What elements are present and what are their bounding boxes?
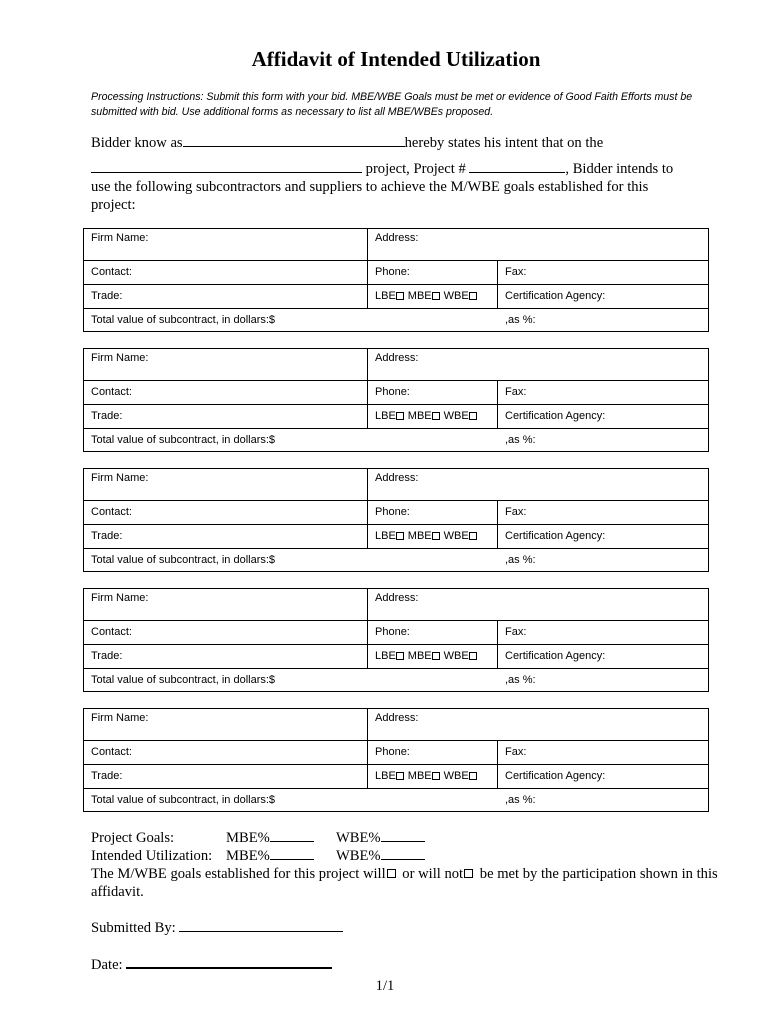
project-number-field[interactable] <box>469 160 565 173</box>
trade-row <box>84 404 708 429</box>
fax-label: Fax: <box>505 386 527 398</box>
trade-label: Trade: <box>91 290 123 302</box>
intended-utilization-row <box>91 847 425 865</box>
firm-name-field[interactable] <box>84 589 368 620</box>
contact-label: Contact: <box>91 626 132 638</box>
address-label: Address: <box>375 592 419 604</box>
trade-row <box>84 644 708 669</box>
total-value-label: Total value of subcontract, in dollars:$ <box>91 554 276 566</box>
fax-label: Fax: <box>505 506 527 518</box>
date-field[interactable] <box>126 955 332 969</box>
bidder-intends-text: , Bidder intends to <box>565 161 674 177</box>
firm-name-field[interactable] <box>84 709 368 740</box>
lbe-checkbox[interactable] <box>396 772 404 780</box>
mbe-intended-field[interactable] <box>270 847 314 860</box>
mbe-checkbox[interactable] <box>432 652 440 660</box>
contact-label: Contact: <box>91 266 132 278</box>
certification-agency-label: Certification Agency: <box>505 650 606 662</box>
intro-line-2 <box>91 160 731 178</box>
wbe-label: WBE <box>443 410 469 422</box>
total-value-label: Total value of subcontract, in dollars:$ <box>91 434 276 446</box>
total-value-label: Total value of subcontract, in dollars:$ <box>91 794 276 806</box>
address-field[interactable] <box>368 349 710 380</box>
fax-field[interactable] <box>498 380 710 404</box>
percent-field[interactable] <box>498 548 710 572</box>
firm-name-label: Firm Name: <box>91 232 149 244</box>
total-value-label: Total value of subcontract, in dollars:$ <box>91 674 276 686</box>
date-label: Date: <box>91 957 127 973</box>
trade-row <box>84 524 708 549</box>
will-checkbox[interactable] <box>387 869 396 878</box>
certification-agency-label: Certification Agency: <box>505 410 606 422</box>
page-number: 1/1 <box>375 978 395 994</box>
intended-utilization-label: Intended Utilization: <box>91 848 213 864</box>
contact-field[interactable] <box>84 620 368 644</box>
subcontractor-block <box>83 228 709 332</box>
total-value-field[interactable] <box>84 428 368 452</box>
mbe-label: MBE <box>407 410 432 422</box>
total-row <box>84 428 708 452</box>
percent-label: ,as %: <box>505 794 536 806</box>
percent-label: ,as %: <box>505 434 536 446</box>
total-row <box>84 788 708 812</box>
firm-row <box>84 469 708 501</box>
firm-row <box>84 229 708 261</box>
address-label: Address: <box>375 712 419 724</box>
processing-instructions: Processing Instructions: Submit this form with your bid. MBE/WBE Goals must be met or evidence of Good Faith Efforts must be submitted with bid. Use additional forms as necessary to list all MBE/WBEs proposed. <box>91 91 693 118</box>
submitted-by-row <box>91 919 343 937</box>
firm-name-field[interactable] <box>84 469 368 500</box>
firm-name-label: Firm Name: <box>91 712 149 724</box>
certification-type-group <box>368 644 498 668</box>
wbe-checkbox[interactable] <box>469 652 477 660</box>
fax-field[interactable] <box>498 500 710 524</box>
wbe-label: WBE <box>443 650 469 662</box>
trade-field[interactable] <box>84 284 368 308</box>
address-label: Address: <box>375 232 419 244</box>
contact-label: Contact: <box>91 386 132 398</box>
percent-field[interactable] <box>498 788 710 812</box>
trade-row <box>84 764 708 789</box>
statement-part-1: The M/WBE goals established for this project will <box>91 866 386 882</box>
intro-line-4: project: <box>91 197 136 213</box>
mbe-checkbox[interactable] <box>432 292 440 300</box>
mbe-label: MBE <box>407 770 432 782</box>
fax-field[interactable] <box>498 260 710 284</box>
contact-row <box>84 500 708 525</box>
wbe-goal-field[interactable] <box>381 829 425 842</box>
date-row <box>91 955 332 974</box>
fax-field[interactable] <box>498 740 710 764</box>
form-title: Affidavit of Intended Utilization <box>251 47 541 71</box>
certification-agency-label: Certification Agency: <box>505 290 606 302</box>
goals-statement <box>91 865 731 901</box>
certification-agency-label: Certification Agency: <box>505 770 606 782</box>
certification-agency-label: Certification Agency: <box>505 530 606 542</box>
wbe-intended-field[interactable] <box>381 847 425 860</box>
lbe-checkbox[interactable] <box>396 532 404 540</box>
contact-label: Contact: <box>91 746 132 758</box>
percent-label: ,as %: <box>505 314 536 326</box>
certification-agency-field[interactable] <box>498 644 710 668</box>
mbe-checkbox[interactable] <box>432 412 440 420</box>
trade-label: Trade: <box>91 530 123 542</box>
phone-field[interactable] <box>368 740 498 764</box>
contact-field[interactable] <box>84 500 368 524</box>
intro-line-3: use the following subcontractors and suppliers to achieve the M/WBE goals established for this <box>91 179 649 195</box>
statement-part-2: or will not <box>398 866 464 882</box>
phone-label: Phone: <box>375 746 410 758</box>
lbe-checkbox[interactable] <box>396 652 404 660</box>
trade-row <box>84 284 708 309</box>
address-field[interactable] <box>368 229 710 260</box>
subcontractor-block <box>83 468 709 572</box>
certification-agency-field[interactable] <box>498 764 710 788</box>
mbe-label: MBE <box>407 290 432 302</box>
certification-agency-field[interactable] <box>498 524 710 548</box>
subcontractor-block <box>83 708 709 812</box>
certification-type-group <box>368 284 498 308</box>
mbe-checkbox[interactable] <box>432 532 440 540</box>
contact-field[interactable] <box>84 260 368 284</box>
address-label: Address: <box>375 472 419 484</box>
trade-label: Trade: <box>91 650 123 662</box>
contact-row <box>84 740 708 765</box>
total-value-field[interactable] <box>84 308 368 332</box>
lbe-label: LBE <box>375 410 396 422</box>
percent-field[interactable] <box>498 668 710 692</box>
goals-section <box>91 829 425 865</box>
lbe-label: LBE <box>375 650 396 662</box>
percent-field[interactable] <box>498 308 710 332</box>
phone-label: Phone: <box>375 506 410 518</box>
wbe-label: WBE <box>443 290 469 302</box>
lbe-label: LBE <box>375 530 396 542</box>
firm-name-label: Firm Name: <box>91 472 149 484</box>
fax-field[interactable] <box>498 620 710 644</box>
fax-label: Fax: <box>505 626 527 638</box>
certification-agency-field[interactable] <box>498 284 710 308</box>
contact-row <box>84 260 708 285</box>
trade-field[interactable] <box>84 764 368 788</box>
phone-field[interactable] <box>368 620 498 644</box>
firm-name-field[interactable] <box>84 229 368 260</box>
subcontractor-block <box>83 588 709 692</box>
percent-label: ,as %: <box>505 554 536 566</box>
bidder-name-field[interactable] <box>183 134 405 147</box>
project-goals-row <box>91 829 425 847</box>
phone-label: Phone: <box>375 626 410 638</box>
trade-field[interactable] <box>84 404 368 428</box>
wbe-label: WBE <box>443 770 469 782</box>
firm-name-label: Firm Name: <box>91 592 149 604</box>
address-field[interactable] <box>368 589 710 620</box>
firm-row <box>84 589 708 621</box>
contact-field[interactable] <box>84 740 368 764</box>
wbe-label: WBE <box>443 530 469 542</box>
certification-type-group <box>368 524 498 548</box>
lbe-label: LBE <box>375 290 396 302</box>
wbe-checkbox[interactable] <box>469 412 477 420</box>
contact-label: Contact: <box>91 506 132 518</box>
trade-field[interactable] <box>84 524 368 548</box>
firm-row <box>84 709 708 741</box>
certification-agency-field[interactable] <box>498 404 710 428</box>
contact-row <box>84 380 708 405</box>
submitted-by-field[interactable] <box>179 919 343 932</box>
project-label: project, Project # <box>362 161 470 177</box>
address-field[interactable] <box>368 469 710 500</box>
intro-line-1 <box>91 134 731 152</box>
wbe-goal-label: WBE% <box>336 830 381 846</box>
mbe-goal-field[interactable] <box>270 829 314 842</box>
address-field[interactable] <box>368 709 710 740</box>
total-value-field[interactable] <box>84 788 368 812</box>
firm-name-field[interactable] <box>84 349 368 380</box>
phone-label: Phone: <box>375 266 410 278</box>
percent-field[interactable] <box>498 428 710 452</box>
project-name-field[interactable] <box>91 160 362 173</box>
submitted-by-label: Submitted By: <box>91 920 180 936</box>
certification-type-group <box>368 764 498 788</box>
trade-field[interactable] <box>84 644 368 668</box>
contact-field[interactable] <box>84 380 368 404</box>
lbe-checkbox[interactable] <box>396 292 404 300</box>
statement-part-3: be met by the participation shown in this affidavit. <box>91 866 718 900</box>
firm-row <box>84 349 708 381</box>
subcontractor-block <box>83 348 709 452</box>
will-not-checkbox[interactable] <box>464 869 473 878</box>
lbe-checkbox[interactable] <box>396 412 404 420</box>
bidder-label: Bidder know as <box>91 135 183 151</box>
phone-field[interactable] <box>368 500 498 524</box>
fax-label: Fax: <box>505 266 527 278</box>
wbe-intended-label: WBE% <box>336 848 381 864</box>
wbe-checkbox[interactable] <box>469 772 477 780</box>
bidder-intent-text: hereby states his intent that on the <box>404 135 604 151</box>
mbe-intended-label: MBE% <box>226 848 270 864</box>
firm-name-label: Firm Name: <box>91 352 149 364</box>
lbe-label: LBE <box>375 770 396 782</box>
total-value-field[interactable] <box>84 668 368 692</box>
trade-label: Trade: <box>91 770 123 782</box>
total-row <box>84 548 708 572</box>
fax-label: Fax: <box>505 746 527 758</box>
trade-label: Trade: <box>91 410 123 422</box>
phone-label: Phone: <box>375 386 410 398</box>
address-label: Address: <box>375 352 419 364</box>
mbe-goal-label: MBE% <box>226 830 270 846</box>
contact-row <box>84 620 708 645</box>
phone-field[interactable] <box>368 260 498 284</box>
percent-label: ,as %: <box>505 674 536 686</box>
mbe-checkbox[interactable] <box>432 772 440 780</box>
phone-field[interactable] <box>368 380 498 404</box>
project-goals-label: Project Goals: <box>91 830 175 846</box>
mbe-label: MBE <box>407 530 432 542</box>
certification-type-group <box>368 404 498 428</box>
mbe-label: MBE <box>407 650 432 662</box>
total-row <box>84 308 708 332</box>
total-value-field[interactable] <box>84 548 368 572</box>
total-row <box>84 668 708 692</box>
total-value-label: Total value of subcontract, in dollars:$ <box>91 314 276 326</box>
wbe-checkbox[interactable] <box>469 532 477 540</box>
wbe-checkbox[interactable] <box>469 292 477 300</box>
